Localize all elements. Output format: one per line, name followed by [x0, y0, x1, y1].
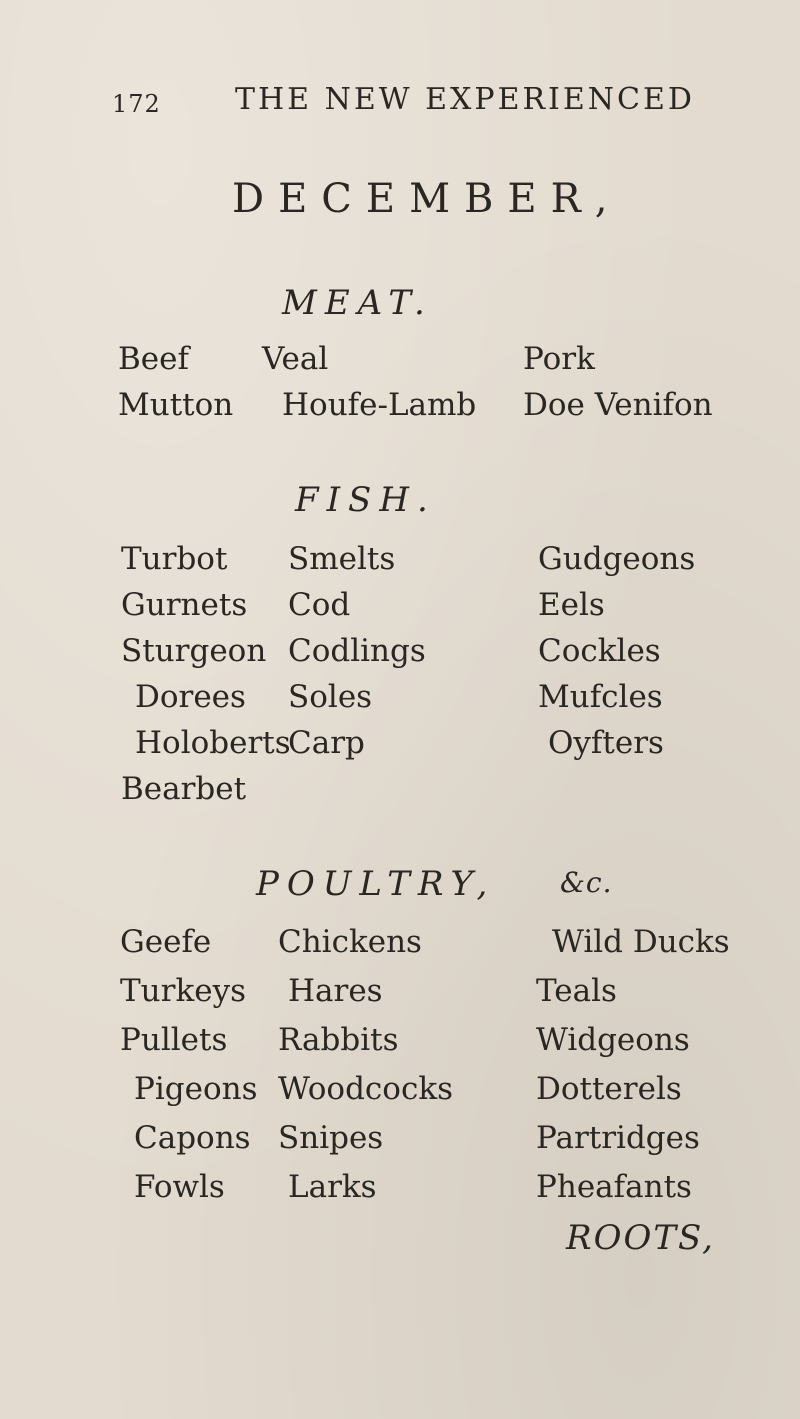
list-item: Woodcocks [278, 1071, 454, 1107]
list-item: Teals [536, 973, 617, 1009]
list-item: Partridges [536, 1120, 700, 1156]
meat-column-1 [118, 336, 233, 428]
poultry-heading-suffix: &c. [560, 866, 613, 899]
list-item: Sturgeon [121, 633, 267, 669]
list-item: Soles [288, 679, 373, 715]
list-item: Pigeons [134, 1071, 258, 1107]
poultry-column-1 [120, 918, 258, 1212]
list-item: Geefe [120, 924, 212, 960]
list-item: Wild Ducks [552, 924, 730, 960]
fish-heading: FISH. [295, 480, 436, 520]
list-item: Gurnets [121, 587, 248, 623]
list-item: Cod [288, 587, 351, 623]
meat-column-3 [523, 336, 713, 428]
list-item: Bearbet [121, 771, 247, 807]
poultry-column-2 [278, 918, 453, 1212]
list-item: Holoberts [135, 725, 291, 761]
list-item: Mufcles [538, 679, 663, 715]
list-item: Doe Venifon [523, 387, 713, 423]
list-item: Cockles [538, 633, 661, 669]
meat-heading: MEAT. [282, 283, 433, 323]
poultry-column-3 [536, 918, 730, 1212]
roots-heading: ROOTS, [566, 1218, 715, 1258]
running-title: THE NEW EXPERIENCED [235, 82, 695, 117]
list-item: Dotterels [536, 1071, 682, 1107]
list-item: Gudgeons [538, 541, 696, 577]
list-item: Dorees [135, 679, 246, 715]
fish-column-1 [121, 536, 291, 812]
page-number: 172 [112, 90, 161, 118]
month-heading: DECEMBER, [232, 176, 622, 222]
list-item: Oyfters [548, 725, 664, 761]
list-item: Carp [288, 725, 365, 761]
list-item: Rabbits [278, 1022, 399, 1058]
list-item: Beef [118, 341, 189, 377]
list-item: Houfe-Lamb [282, 387, 477, 423]
list-item: Turbot [121, 541, 228, 577]
meat-column-2 [262, 336, 476, 428]
list-item: Pullets [120, 1022, 228, 1058]
list-item: Snipes [278, 1120, 384, 1156]
list-item: Codlings [288, 633, 426, 669]
list-item: Turkeys [120, 973, 247, 1009]
list-item: Pork [523, 341, 595, 377]
list-item: Widgeons [536, 1022, 690, 1058]
list-item: Chickens [278, 924, 422, 960]
list-item: Smelts [288, 541, 396, 577]
poultry-heading: POULTRY, [256, 864, 496, 904]
fish-column-2 [288, 536, 426, 766]
list-item: Fowls [134, 1169, 225, 1205]
list-item: Pheafants [536, 1169, 692, 1205]
list-item: Eels [538, 587, 605, 623]
list-item: Larks [288, 1169, 377, 1205]
fish-column-3 [538, 536, 695, 766]
list-item: Hares [288, 973, 383, 1009]
list-item: Veal [262, 341, 329, 377]
list-item: Mutton [118, 387, 234, 423]
list-item: Capons [134, 1120, 251, 1156]
